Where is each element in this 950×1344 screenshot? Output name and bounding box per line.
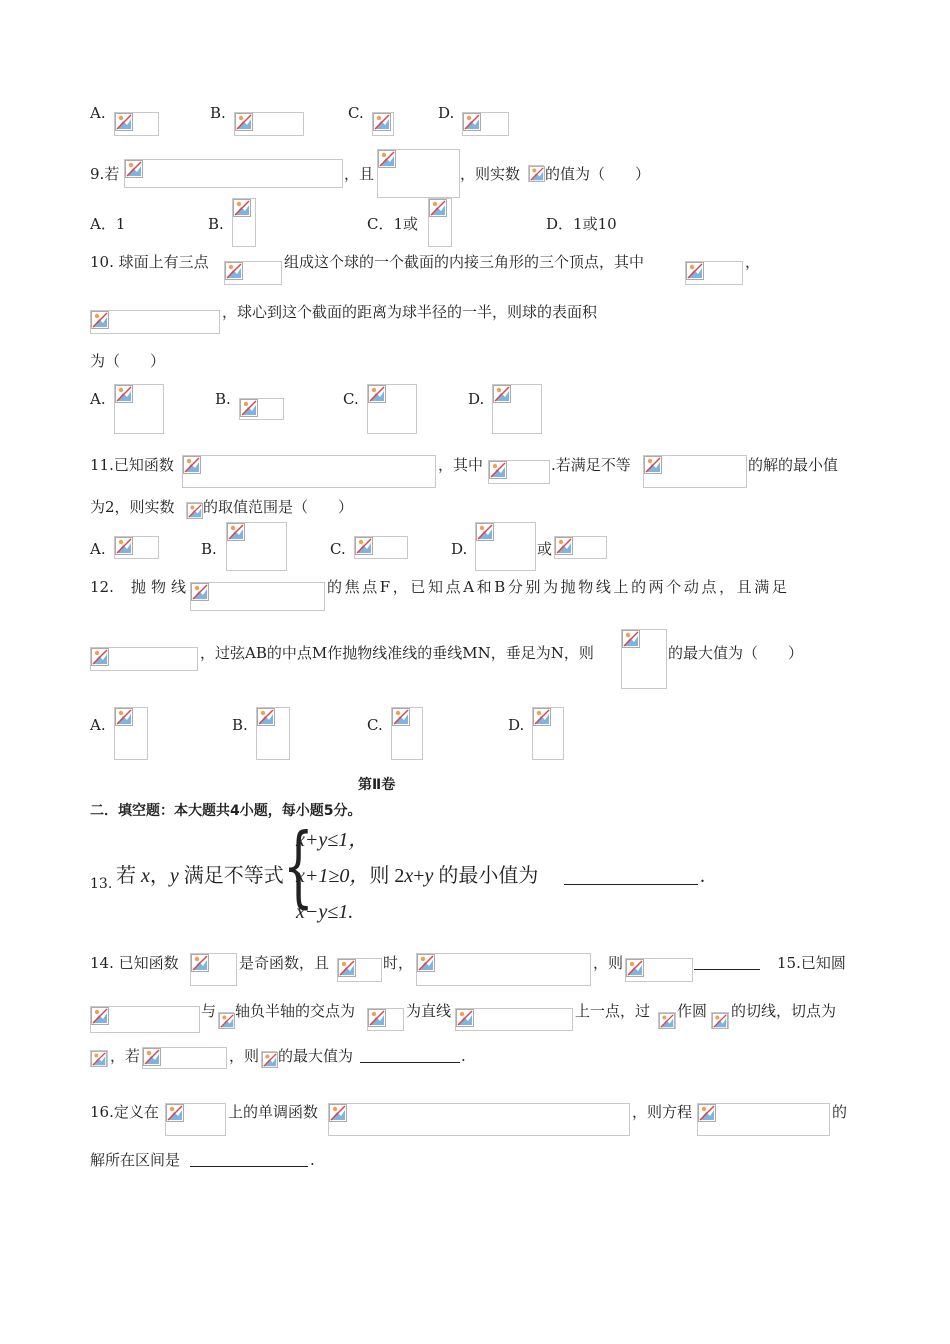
section-heading: 二．填空题：本大题共4小题，每小题5分。: [90, 803, 362, 819]
answer-blank[interactable]: [564, 884, 698, 885]
option-c-label: C.: [367, 716, 383, 734]
q11-text: 的取值范围是（ ）: [203, 498, 354, 516]
option-b-label: B.: [215, 390, 231, 408]
broken-image-icon: [114, 112, 159, 136]
broken-image-icon: [328, 1103, 630, 1136]
option-a: A．1: [90, 215, 126, 233]
q13-text: 若 x，y 满足不等式: [116, 865, 284, 887]
q11-text: .若满足不等: [551, 456, 631, 474]
q10-text: ，: [745, 253, 761, 271]
q16-text: 的: [832, 1103, 848, 1121]
q16-text: 上的单调函数: [228, 1103, 319, 1121]
q15-text: ，若: [110, 1047, 141, 1065]
broken-image-icon: [234, 112, 304, 136]
broken-image-icon: [377, 149, 460, 198]
broken-image-icon: [124, 159, 343, 188]
q10-text: 组成这个球的一个截面的内接三角形的三个顶点，其中: [284, 253, 645, 271]
broken-image-icon: [224, 261, 282, 285]
broken-image-icon: [625, 958, 693, 982]
broken-image-icon: [165, 1103, 226, 1136]
answer-blank[interactable]: [190, 1166, 308, 1167]
brace: {: [283, 814, 314, 917]
option-c-label: C.: [348, 104, 364, 122]
broken-image-icon: [528, 165, 544, 182]
q16-text: 解所在区间是: [90, 1151, 181, 1169]
q15-text: 的最大值为: [278, 1047, 354, 1065]
broken-image-icon: [90, 1006, 200, 1033]
q10-text: ，球心到这个截面的距离为球半径的一半，则球的表面积: [222, 303, 598, 321]
q15-text: 为直线: [406, 1002, 452, 1020]
q13-text: .: [700, 865, 705, 887]
option-d-label: D.: [438, 104, 455, 122]
q11-text: 为2，则实数: [90, 498, 175, 516]
broken-image-icon: [643, 455, 747, 488]
q11-text: ，其中: [438, 456, 484, 474]
constraint-2: x+1≥0，则 2x+y 的最小值为: [296, 865, 539, 887]
q12-text: 的最大值为（ ）: [668, 644, 804, 662]
q12-text: 12.: [90, 578, 114, 596]
q15-text: 轴负半轴的交点为: [235, 1002, 356, 1020]
answer-blank[interactable]: [694, 969, 760, 970]
broken-image-icon: [232, 198, 256, 247]
broken-image-icon: [226, 522, 287, 571]
option-c-label: C.: [343, 390, 359, 408]
broken-image-icon: [416, 953, 591, 986]
q12-text: 线: [171, 578, 187, 596]
broken-image-icon: [492, 384, 542, 434]
q9-text: ，则实数: [460, 165, 521, 183]
option-or: 或: [537, 540, 553, 558]
q12-text: 物: [151, 578, 167, 596]
q12-text: 的焦点F，已知点A和B分别为抛物线上的两个动点，且满足: [327, 578, 790, 596]
broken-image-icon: [367, 384, 417, 434]
broken-image-icon: [218, 1012, 234, 1029]
q9-text: ，且: [344, 165, 375, 183]
q16-text: 16.定义在: [90, 1103, 159, 1121]
q14-text: 时，: [383, 954, 414, 972]
option-d-label: D.: [451, 540, 468, 558]
broken-image-icon: [372, 112, 394, 136]
broken-image-icon: [337, 958, 382, 982]
q14-text: 14. 已知函数: [90, 954, 179, 972]
broken-image-icon: [190, 953, 237, 986]
q13-number: 13.: [90, 876, 113, 892]
option-b-label: B.: [232, 716, 248, 734]
broken-image-icon: [554, 536, 607, 559]
broken-image-icon: [391, 707, 423, 760]
option-c: C．1或: [367, 215, 419, 233]
constraint-1: x+y≤1，: [296, 829, 369, 851]
q15-text: 与: [201, 1002, 217, 1020]
q11-text: 11.已知函数: [90, 456, 174, 474]
option-a-label: A.: [90, 104, 106, 122]
q15-text: 的切线，切点为: [731, 1002, 837, 1020]
q15-text: 上一点，过: [575, 1002, 651, 1020]
broken-image-icon: [475, 522, 536, 571]
answer-blank[interactable]: [360, 1062, 460, 1063]
option-a-label: A.: [90, 540, 106, 558]
broken-image-icon: [354, 536, 408, 559]
q9-text: 9.若: [90, 165, 120, 183]
broken-image-icon: [685, 261, 743, 285]
q12-text: ，过弦AB的中点M作抛物线准线的垂线MN，垂足为N，则: [200, 644, 594, 662]
broken-image-icon: [182, 455, 436, 488]
broken-image-icon: [428, 198, 452, 247]
q10-text: 10. 球面上有三点: [90, 253, 209, 271]
option-b-label: B.: [208, 215, 224, 233]
broken-image-icon: [455, 1008, 573, 1031]
broken-image-icon: [186, 502, 202, 519]
constraint-3: x−y≤1.: [296, 901, 354, 923]
broken-image-icon: [261, 1051, 277, 1068]
broken-image-icon: [256, 707, 290, 760]
option-a-label: A.: [90, 716, 106, 734]
q15-text: .: [461, 1047, 466, 1065]
q15-text: ，则: [229, 1047, 260, 1065]
option-a-label: A.: [90, 390, 106, 408]
option-c-label: C.: [330, 540, 346, 558]
q12-text: 抛: [131, 578, 147, 596]
broken-image-icon: [114, 536, 159, 559]
q14-text: 是奇函数，且: [239, 954, 330, 972]
part-title: 第Ⅱ卷: [358, 777, 396, 793]
broken-image-icon: [90, 1050, 108, 1067]
broken-image-icon: [90, 310, 220, 334]
broken-image-icon: [621, 629, 667, 689]
q15-text: 作圆: [677, 1002, 708, 1020]
broken-image-icon: [532, 707, 564, 760]
broken-image-icon: [114, 707, 148, 760]
broken-image-icon: [697, 1103, 830, 1136]
option-d-label: D.: [468, 390, 485, 408]
broken-image-icon: [711, 1012, 729, 1029]
broken-image-icon: [190, 582, 325, 611]
broken-image-icon: [239, 398, 284, 420]
q15-text: 15.已知圆: [777, 954, 846, 972]
broken-image-icon: [142, 1047, 227, 1069]
broken-image-icon: [488, 460, 550, 484]
option-d-label: D.: [508, 716, 525, 734]
broken-image-icon: [367, 1008, 404, 1031]
q16-text: ，则方程: [632, 1103, 693, 1121]
broken-image-icon: [658, 1012, 676, 1029]
q16-text: .: [310, 1151, 315, 1169]
q14-text: ，则: [593, 954, 624, 972]
q9-text: 的值为（ ）: [545, 165, 651, 183]
q10-text: 为（ ）: [90, 352, 166, 370]
broken-image-icon: [90, 647, 198, 671]
broken-image-icon: [114, 384, 164, 434]
q11-text: 的解的最小值: [748, 456, 839, 474]
option-b-label: B.: [201, 540, 217, 558]
broken-image-icon: [462, 112, 509, 136]
option-b-label: B.: [210, 104, 226, 122]
option-d: D．1或10: [546, 215, 617, 233]
